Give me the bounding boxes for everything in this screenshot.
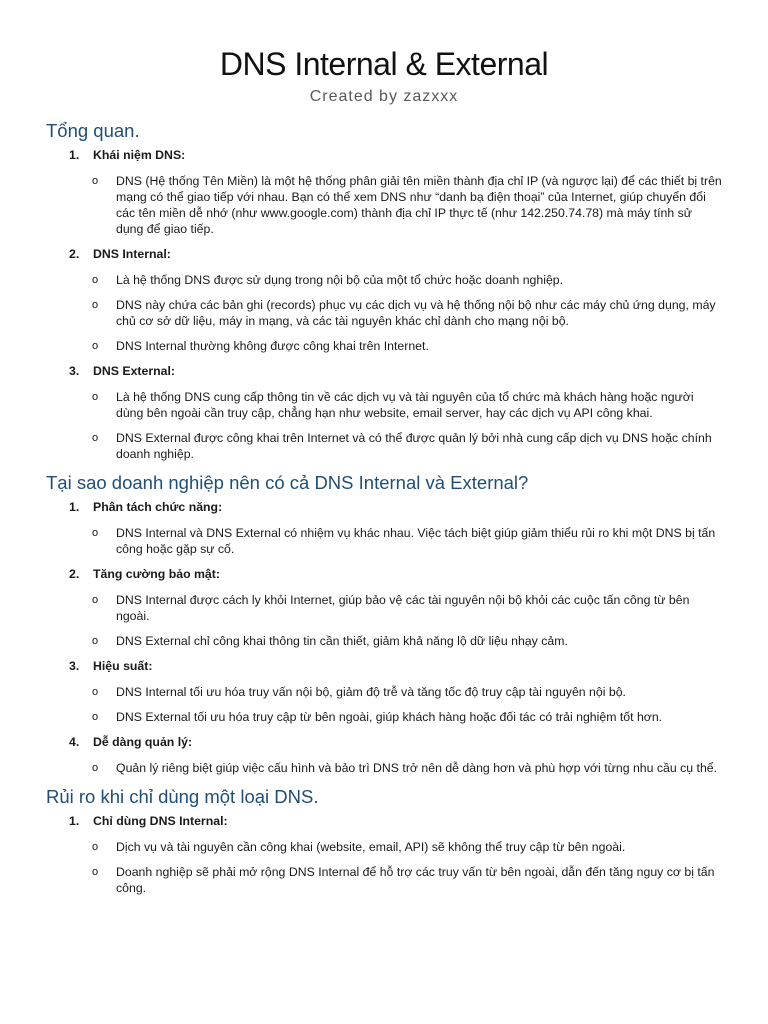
- bullet-text: DNS Internal được cách ly khỏi Internet, giúp bảo vệ các tài nguyên nội bộ khỏi các cuộc tấn công từ bên ngoài.: [116, 593, 690, 623]
- list-item: [46, 245, 722, 354]
- bullet-text: DNS Internal thường không được công khai trên Internet.: [116, 339, 429, 353]
- list-item-label: DNS External:: [93, 364, 176, 378]
- hollow-bullet-icon: o: [92, 391, 99, 403]
- numbered-list: [46, 498, 722, 776]
- document-title: DNS Internal & External: [219, 46, 549, 82]
- list-item-heading: [46, 565, 722, 583]
- bullet-list: [46, 272, 722, 354]
- list-item-label: Tăng cường bảo mật:: [93, 567, 220, 581]
- list-item-label: Khái niệm DNS:: [93, 148, 186, 162]
- bullet-item: [46, 389, 722, 421]
- bullet-text: DNS Internal tối ưu hóa truy vấn nội bộ, giảm độ trễ và tăng tốc độ truy cập tài nguyên nội bộ.: [116, 685, 626, 699]
- bullet-item: [46, 272, 722, 288]
- bullet-text: Doanh nghiệp sẽ phải mở rộng DNS Internal để hỗ trợ các truy vấn từ bên ngoài, dẫn đến tăng nguy cơ bị tấn công.: [116, 865, 715, 895]
- bullet-text: Quản lý riêng biệt giúp việc cấu hình và bảo trì DNS trở nên dễ dàng hơn và phù hợp với từng nhu cầu cụ thể.: [116, 761, 718, 775]
- hollow-bullet-icon: o: [92, 175, 99, 187]
- bullet-list: [46, 525, 722, 557]
- list-item: [46, 812, 722, 896]
- bullet-item: [46, 709, 722, 725]
- list-item-number: 3.: [69, 659, 80, 673]
- bullet-text: DNS External tối ưu hóa truy cập từ bên ngoài, giúp khách hàng hoặc đối tác có trải nghiệm tốt hơn.: [116, 710, 663, 724]
- bullet-text: Là hệ thống DNS cung cấp thông tin về các dịch vụ và tài nguyên của tổ chức mà khách hàng hoặc người dùng bên ngoài cần truy cập, chẳng hạn như website, email server, hay các dịch vụ API công khai.: [116, 390, 694, 420]
- list-item-number: 1.: [69, 148, 80, 162]
- hollow-bullet-icon: o: [92, 432, 99, 444]
- list-item-heading: [46, 498, 722, 516]
- list-item-number: 1.: [69, 500, 80, 514]
- hollow-bullet-icon: o: [92, 686, 99, 698]
- list-item-label: Phân tách chức năng:: [93, 500, 223, 514]
- list-item-label: Dễ dàng quản lý:: [93, 735, 193, 749]
- hollow-bullet-icon: o: [92, 635, 99, 647]
- list-item-number: 4.: [69, 735, 80, 749]
- hollow-bullet-icon: o: [92, 762, 99, 774]
- bullet-item: [46, 760, 722, 776]
- bullet-text: DNS này chứa các bản ghi (records) phục vụ các dịch vụ và hệ thống nội bộ như các máy chủ ứng dụng, máy chủ cơ sở dữ liệu, máy in mạng, và các tài nguyên khác chỉ dành cho mạng nội bộ.: [116, 298, 716, 328]
- list-item-number: 1.: [69, 814, 80, 828]
- document-subtitle: Created by zazxxx: [309, 88, 459, 105]
- hollow-bullet-icon: o: [92, 527, 99, 539]
- list-item: [46, 657, 722, 725]
- list-item-heading: [46, 146, 722, 164]
- bullet-item: [46, 338, 722, 354]
- list-item: [46, 362, 722, 462]
- list-item: [46, 498, 722, 557]
- bullet-item: [46, 525, 722, 557]
- bullet-item: [46, 173, 722, 237]
- bullet-list: [46, 839, 722, 896]
- hollow-bullet-icon: o: [92, 841, 99, 853]
- bullet-item: [46, 864, 722, 896]
- bullet-text: DNS External được công khai trên Internet và có thể được quản lý bởi nhà cung cấp dịch vụ DNS hoặc chính doanh nghiệp.: [116, 431, 712, 461]
- section-heading: Tại sao doanh nghiệp nên có cả DNS Internal và External?: [46, 472, 529, 493]
- list-item-label: DNS Internal:: [93, 247, 171, 261]
- list-item: [46, 146, 722, 237]
- list-item-heading: [46, 812, 722, 830]
- section-heading: Rủi ro khi chỉ dùng một loại DNS.: [46, 786, 319, 807]
- list-item-label: Hiệu suất:: [93, 659, 153, 673]
- bullet-item: [46, 592, 722, 624]
- bullet-text: DNS Internal và DNS External có nhiệm vụ khác nhau. Việc tách biệt giúp giảm thiểu rủi ro khi một DNS bị tấn công hoặc gặp sự cố.: [116, 526, 716, 556]
- bullet-list: [46, 760, 722, 776]
- bullet-item: [46, 684, 722, 700]
- bullet-item: [46, 430, 722, 462]
- bullet-item: [46, 297, 722, 329]
- hollow-bullet-icon: o: [92, 711, 99, 723]
- list-item-number: 3.: [69, 364, 80, 378]
- list-item-number: 2.: [69, 567, 80, 581]
- list-item-number: 2.: [69, 247, 80, 261]
- numbered-list: [46, 146, 722, 462]
- list-item-heading: [46, 245, 722, 263]
- document-body: [46, 118, 722, 896]
- bullet-list: [46, 389, 722, 462]
- bullet-text: DNS External chỉ công khai thông tin cần thiết, giảm khả năng lộ dữ liệu nhạy cảm.: [116, 634, 568, 648]
- bullet-list: [46, 592, 722, 649]
- bullet-list: [46, 684, 722, 725]
- bullet-item: [46, 633, 722, 649]
- numbered-list: [46, 812, 722, 896]
- bullet-list: [46, 173, 722, 237]
- hollow-bullet-icon: o: [92, 299, 99, 311]
- bullet-item: [46, 839, 722, 855]
- hollow-bullet-icon: o: [92, 340, 99, 352]
- bullet-text: Là hệ thống DNS được sử dụng trong nội bộ của một tổ chức hoặc doanh nghiệp.: [116, 273, 564, 287]
- hollow-bullet-icon: o: [92, 594, 99, 606]
- bullet-text: Dịch vụ và tài nguyên cần công khai (website, email, API) sẽ không thể truy cập từ bên ngoài.: [116, 840, 626, 854]
- hollow-bullet-icon: o: [92, 274, 99, 286]
- list-item-heading: [46, 657, 722, 675]
- list-item-heading: [46, 733, 722, 751]
- list-item: [46, 733, 722, 776]
- hollow-bullet-icon: o: [92, 866, 99, 878]
- section-heading: Tổng quan.: [46, 120, 140, 141]
- list-item-heading: [46, 362, 722, 380]
- list-item: [46, 565, 722, 649]
- bullet-text: DNS (Hệ thống Tên Miền) là một hệ thống phân giải tên miền thành địa chỉ IP (và ngược lại) để các thiết bị trên mạng có thể giao tiếp với nhau. Bạn có thể xem DNS như “danh bạ điện thoại” của Internet, giúp chuyển đổi các tên miền dễ nhớ (như www.google.com) thành địa chỉ IP thực tế (như 142.250.74.78) mà máy tính sử dụng để giao tiếp.: [116, 174, 722, 236]
- list-item-label: Chỉ dùng DNS Internal:: [93, 814, 228, 828]
